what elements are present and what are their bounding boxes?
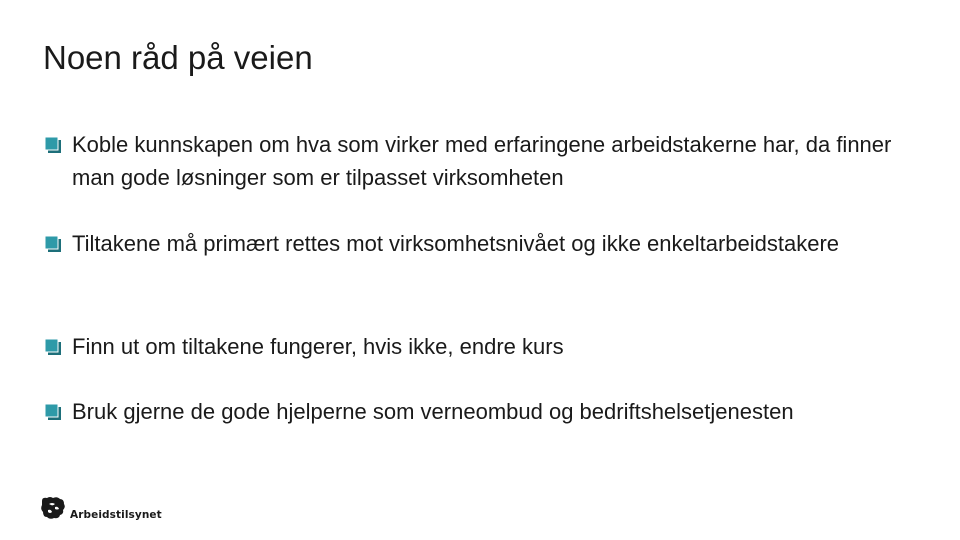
bullet-item (44, 227, 934, 260)
arbeidstilsynet-logo (40, 494, 162, 524)
square-bullet-icon (44, 235, 62, 253)
lion-emblem-icon (40, 495, 68, 523)
bullet-item (44, 128, 934, 194)
square-bullet-icon (44, 338, 62, 356)
bullet-item (44, 330, 934, 363)
bullet-text: Bruk gjerne de gode hjelperne som verneombud og bedriftshelsetjenesten (72, 399, 794, 424)
logo-text: Arbeidstilsynet (70, 508, 162, 521)
bullet-text: Finn ut om tiltakene fungerer, hvis ikke, endre kurs (72, 334, 564, 359)
slide-title: Noen råd på veien (43, 39, 313, 76)
bullet-text: Koble kunnskapen om hva som virker med erfaringene arbeidstakerne har, da finner man gode løsninger som er tilpasset virksomheten (72, 132, 892, 190)
square-bullet-icon (44, 403, 62, 421)
square-bullet-icon (44, 136, 62, 154)
bullet-text: Tiltakene må primært rettes mot virksomhetsnivået og ikke enkeltarbeidstakere (72, 231, 840, 256)
bullet-item (44, 395, 934, 428)
